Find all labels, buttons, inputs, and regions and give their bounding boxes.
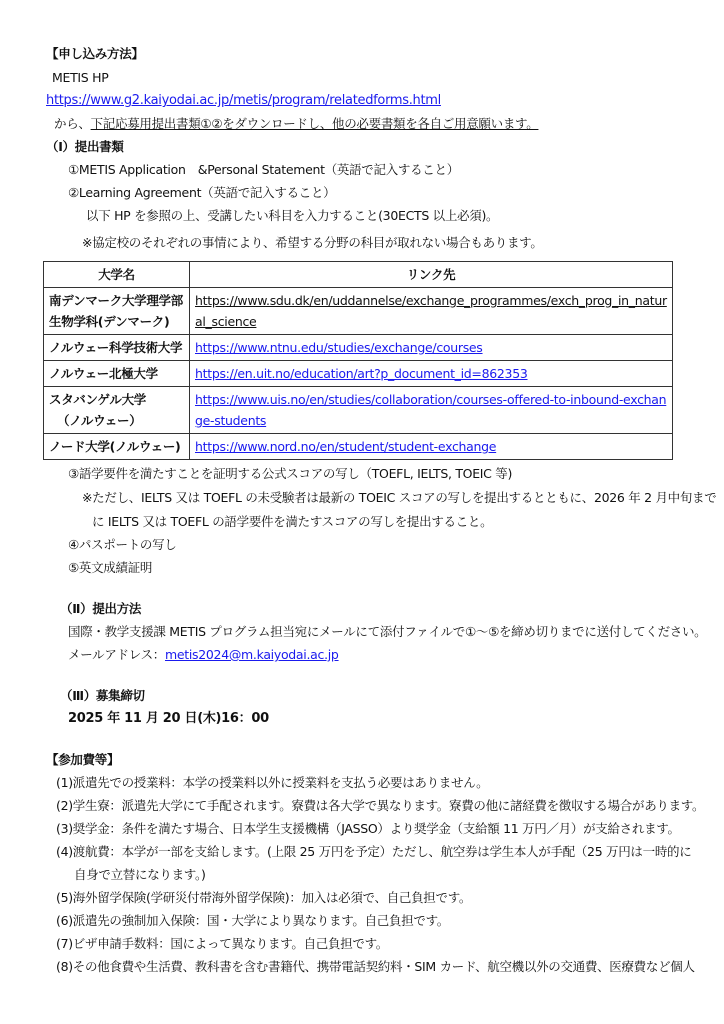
fee-item-7: (7)ビザ申請手数料：国によって異なります。自己負担です。 (56, 936, 389, 951)
name-line: ノルウェー科学技術大学 (49, 340, 183, 355)
university-link[interactable]: https://www.uis.no/en/studies/collaboration/courses-offered-to-inbound-exchange-students (195, 392, 667, 428)
deadline-heading: （Ⅲ）募集締切 (60, 688, 145, 703)
name-line: ノード大学(ノルウェー) (49, 439, 181, 454)
name-line: 生物学科(デンマーク) (49, 314, 170, 329)
fee-item-1: (1)派遣先での授業料：本学の授業料以外に授業料を支払う必要はありません。 (56, 775, 489, 790)
document-item-3: ③語学要件を満たすことを証明する公式スコアの写し（TOEFL, IELTS, TOEIC 等) (68, 466, 513, 481)
document-item-2: ②Learning Agreement（英語で記入すること） (68, 185, 336, 200)
university-link[interactable]: https://en.uit.no/education/art?p_document_id=862353 (195, 366, 528, 381)
fee-item-8: (8)その他食費や生活費、教科書を含む書籍代、携帯電話契約料・SIM カード、航空機以外の交通費、医療費など個人 (56, 959, 695, 974)
document-item-1: ①METIS Application &Personal Statement（英語で記入すること） (68, 162, 459, 177)
email-link[interactable]: metis2024@m.kaiyodai.ac.jp (164, 647, 339, 662)
name-line: （ノルウェー） (57, 413, 142, 428)
university-link[interactable]: https://www.ntnu.edu/studies/exchange/courses (195, 340, 483, 355)
document-item-3-note-line1: ※ただし、IELTS 又は TOEFL の未受験者は最新の TOEIC スコアの写しを提出するとともに、2026 年 2 月中旬まで (82, 490, 717, 505)
university-name (44, 434, 190, 460)
document-item-3-note-line2: に IELTS 又は TOEFL の語学要件を満たすスコアの写しを提出すること。 (92, 514, 493, 529)
fee-item-4: (4)渡航費：本学が一部を支給します。(上限 25 万円を予定）ただし、航空券は学生本人が手配（25 万円は一時的に (56, 844, 692, 859)
university-table (43, 261, 673, 460)
fee-item-5: (5)海外留学保険(学研災付帯海外留学保険)：加入は必須で、自己負担です。 (56, 890, 472, 905)
name-line: スタバンゲル大学 (49, 392, 146, 407)
metis-hp-label: METIS HP (52, 70, 109, 85)
forms-url-link[interactable]: https://www.g2.kaiyodai.ac.jp/metis/program/relatedforms.html (46, 93, 441, 108)
document-item-2-note: 以下 HP を参照の上、受講したい科目を入力すること(30ECTS 以上必須)。 (86, 208, 499, 223)
download-prefix: から、 (54, 116, 91, 131)
download-instruction (54, 116, 538, 132)
university-link[interactable]: https://www.sdu.dk/en/uddannelse/exchange_programmes/exch_prog_in_natural_science (195, 293, 667, 329)
university-name (44, 288, 190, 335)
university-name (44, 361, 190, 387)
document-item-4: ④パスポートの写し (68, 537, 177, 552)
name-line: 南デンマーク大学理学部 (49, 293, 183, 308)
email-row (68, 647, 339, 663)
table-row (44, 335, 673, 361)
fee-item-4-cont: 自身で立替になります。) (74, 867, 206, 882)
fee-item-2: (2)学生寮：派遣先大学にて手配されます。寮費は各大学で異なります。寮費の他に諸経費を徴収する場合があります。 (56, 798, 705, 813)
table-row (44, 387, 673, 434)
table-row (44, 288, 673, 335)
fee-item-3: (3)奨学金：条件を満たす場合、日本学生支援機構（JASSO）より奨学金（支給額 11 万円／月）が支給されます。 (56, 821, 680, 836)
university-name (44, 387, 190, 434)
download-text: 下記応募用提出書類①②をダウンロードし、他の必要書類を各自ご用意願います。 (90, 116, 539, 131)
submission-heading: （Ⅱ）提出方法 (60, 601, 142, 616)
submission-instruction: 国際・教学支援課 METIS プログラム担当宛にメールにて添付ファイルで①～⑤を締め切りまでに送付してください。 (68, 624, 707, 639)
deadline-value: 2025 年 11 月 20 日(木)16：00 (68, 711, 269, 726)
documents-heading: （Ⅰ）提出書類 (46, 139, 124, 154)
document-item-2-caution: ※協定校のそれぞれの事情により、希望する分野の科目が取れない場合もあります。 (82, 235, 543, 250)
header-link: リンク先 (190, 262, 673, 288)
email-label: メールアドレス： (68, 647, 165, 662)
application-heading: 【申し込み方法】 (46, 46, 144, 61)
document-item-5: ⑤英文成績証明 (68, 560, 153, 575)
fee-item-6: (6)派遣先の強制加入保険：国・大学により異なります。自己負担です。 (56, 913, 450, 928)
table-row (44, 434, 673, 460)
table-header-row (44, 262, 673, 288)
university-link[interactable]: https://www.nord.no/en/student/student-exchange (195, 439, 497, 454)
name-line: ノルウェー北極大学 (49, 366, 158, 381)
header-university: 大学名 (44, 262, 190, 288)
fees-heading: 【参加費等】 (46, 752, 120, 767)
university-name (44, 335, 190, 361)
table-row (44, 361, 673, 387)
